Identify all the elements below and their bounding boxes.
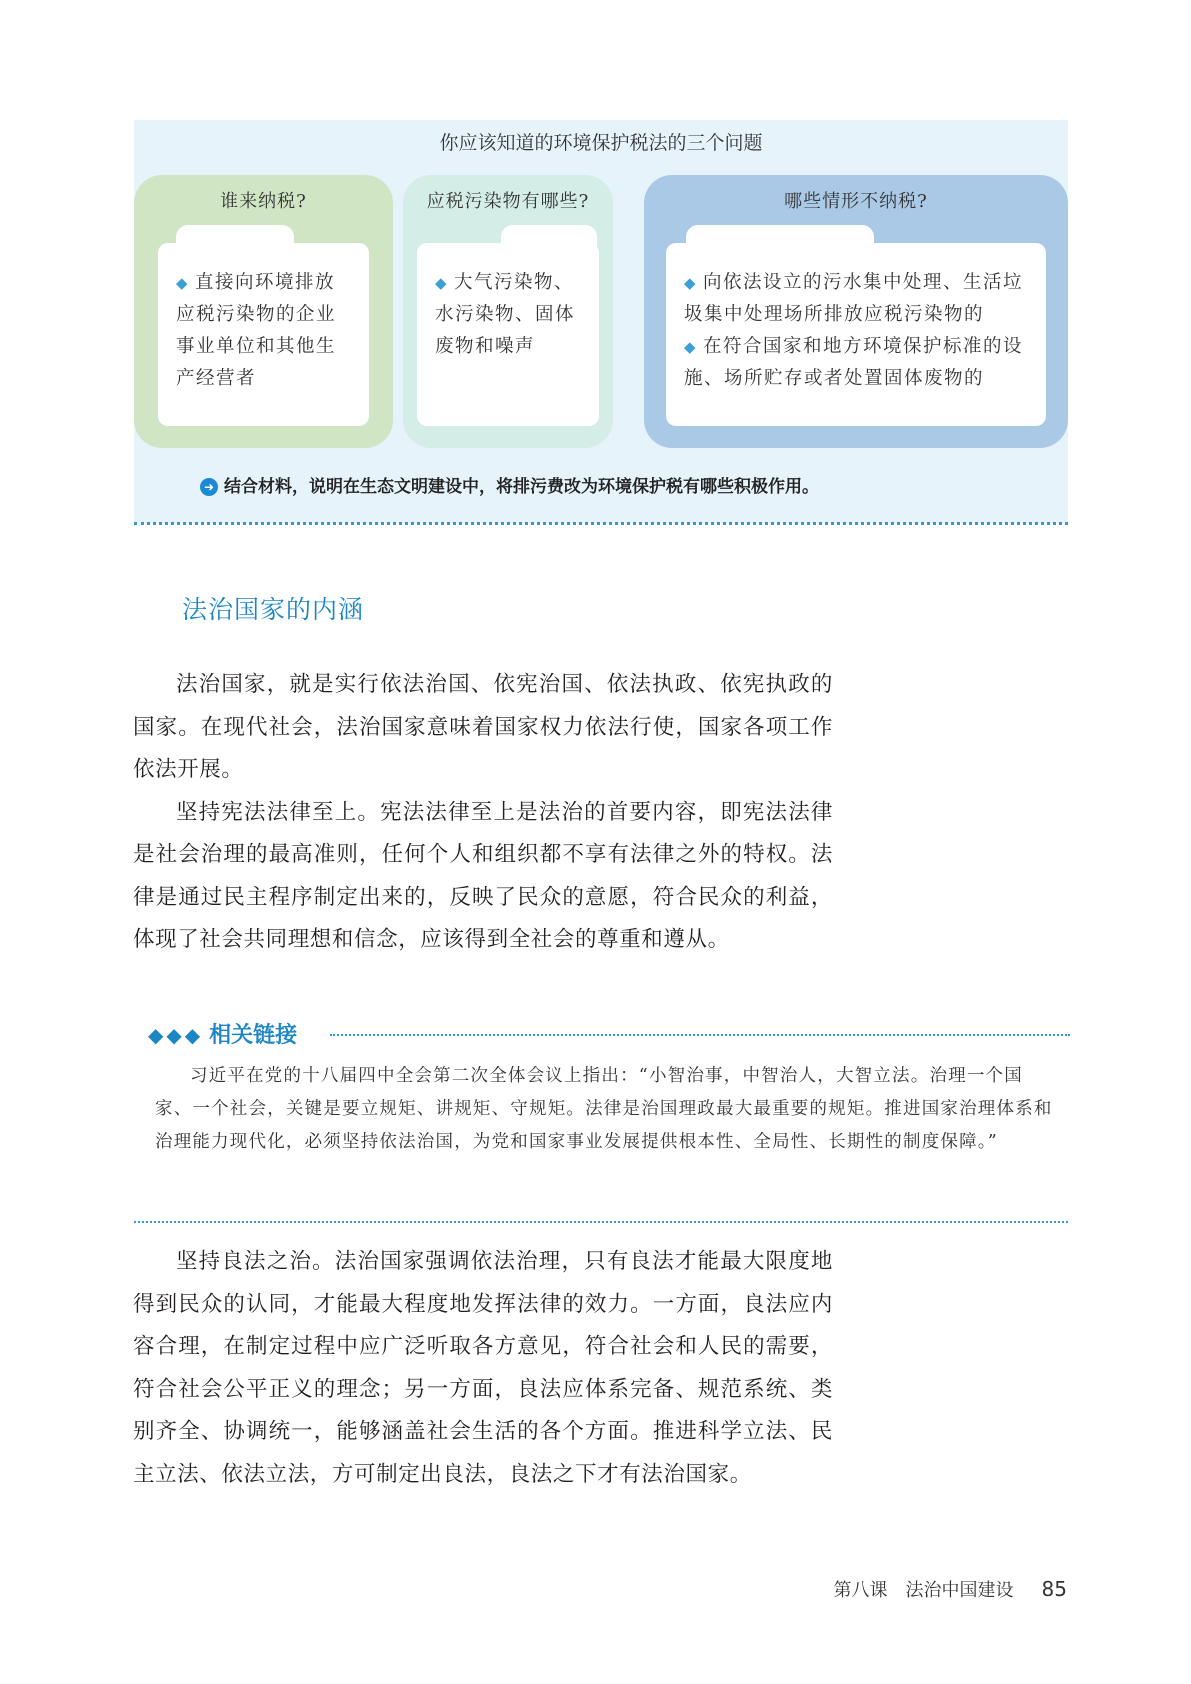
answer-box: [158, 243, 369, 426]
question-card-exempt: [644, 175, 1068, 448]
page-footer: [834, 1576, 1067, 1602]
answer-text: ◆ 向依法设立的污水集中处理、生活垃圾集中处理场所排放应税污染物的 ◆ 在符合国家和地方环境保护标准的设施、场所贮存或者处置固体废物的: [684, 272, 1024, 389]
related-link-heading: ◆◆◆ 相关链接: [148, 1018, 305, 1049]
question-title: 谁来纳税?: [220, 191, 307, 212]
diamond-bullet-icon: ◆: [435, 274, 449, 292]
answer-text: ◆ 大气污染物、水污染物、固体废物和噪声: [435, 272, 576, 357]
answer-text: ◆ 直接向环境排放应税污染物的企业事业单位和其他生产经营者: [176, 272, 337, 389]
section-title: 法治国家的内涵: [182, 595, 365, 624]
answer-box: [666, 243, 1046, 426]
question-card-what: [403, 175, 613, 448]
page-number: 85: [1041, 1577, 1067, 1601]
body-text-a: [133, 664, 833, 962]
paragraph: 法治国家，就是实行依法治国、依宪治国、依法执政、依宪执政的国家。在现代社会，法治国家意味着国家权力依法行使，国家各项工作依法开展。: [133, 672, 833, 782]
related-link-text: 习近平在党的十八届四中全会第二次全体会议上指出：“小智治事，中智治人，大智立法。治理一个国家、一个社会，关键是要立规矩、讲规矩、守规矩。法律是治国理政最大最重要的规矩。推进国家治理体系和治理能力现代化，必须坚持依法治国，为党和国家事业发展提供根本性、全局性、长期性的制度保障。”: [155, 1066, 1053, 1152]
diamond-bullet-icon: ◆: [176, 274, 190, 292]
body-text-b: [133, 1241, 833, 1496]
link-bottom-divider: [134, 1221, 1068, 1223]
diamond-bullet-icon: ◆: [684, 338, 698, 356]
question-title: 哪些情形不纳税?: [784, 191, 928, 212]
info-panel: [134, 120, 1068, 523]
answer-box: [417, 243, 599, 426]
paragraph: 坚持良法之治。法治国家强调依法治理，只有良法才能最大限度地得到民众的认同，才能最大程度地发挥法律的效力。一方面，良法应内容合理，在制定过程中应广泛听取各方意见，符合社会和人民的需要，符合社会公平正义的理念；另一方面，良法应体系完备、规范系统、类别齐全、协调统一，能够涵盖社会生活的各个方面。推进科学立法、民主立法、依法立法，方可制定出良法，良法之下才有法治国家。: [133, 1249, 833, 1487]
paragraph: 坚持宪法法律至上。宪法法律至上是法治的首要内容，即宪法法律是社会治理的最高准则，任何个人和组织都不享有法律之外的特权。法律是通过民主程序制定出来的，反映了民众的意愿，符合民众的利益，体现了社会共同理想和信念，应该得到全社会的尊重和遵从。: [133, 799, 833, 952]
question-title: 应税污染物有哪些?: [426, 191, 590, 212]
diamond-bullet-icon: ◆: [684, 274, 698, 292]
panel-title: 你应该知道的环境保护税法的三个问题: [439, 132, 763, 154]
panel-divider: [134, 522, 1068, 525]
link-top-divider: [330, 1034, 1070, 1036]
diamonds-icon: ◆◆◆: [148, 1023, 204, 1047]
chapter-label: 第八课 法治中国建设: [833, 1580, 1014, 1601]
discussion-task: ➜ 结合材料，说明在生态文明建设中，将排污费改为环境保护税有哪些积极作用。: [200, 472, 819, 497]
arrow-right-icon: ➜: [200, 478, 218, 496]
question-card-who: [134, 175, 393, 448]
